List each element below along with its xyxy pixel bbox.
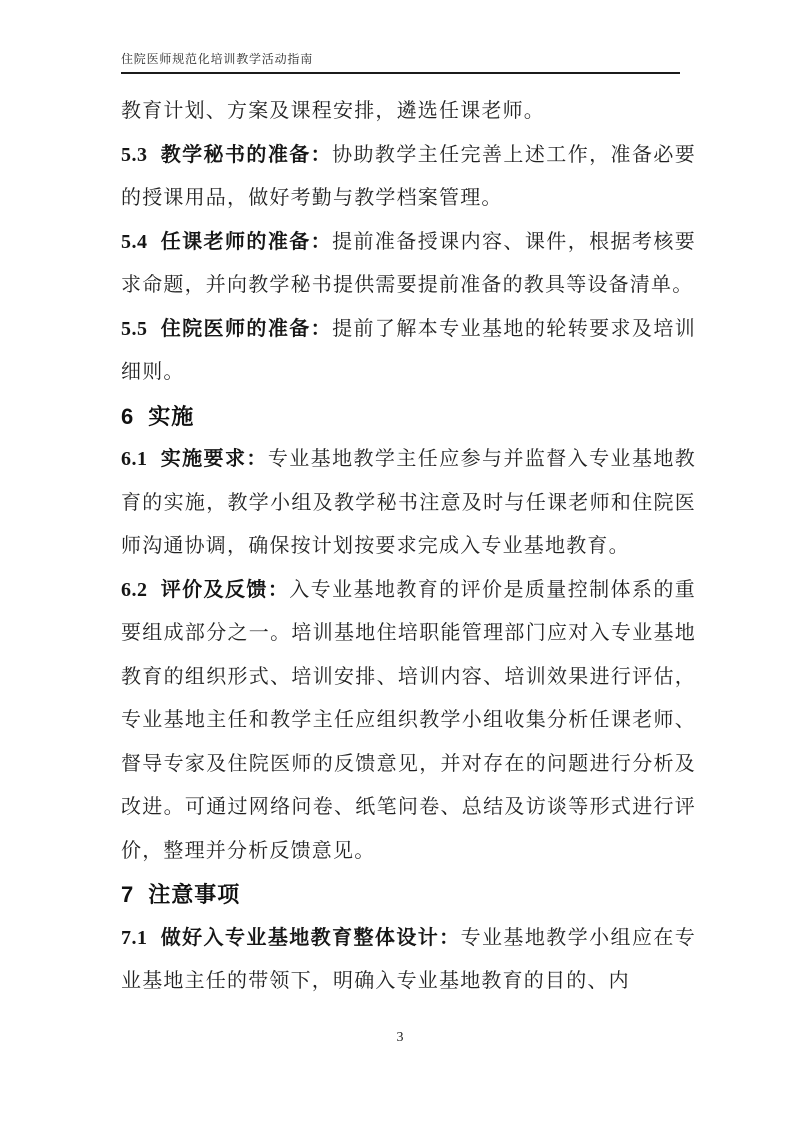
section-title: 注意事项 <box>148 882 241 907</box>
numbered-paragraph <box>121 134 696 221</box>
continuation-paragraph <box>121 90 696 134</box>
section-number: 7 <box>121 882 135 907</box>
paragraph-text: 协助教学主任完善上述工作，准备必要的授课用品，做好考勤与教学档案管理。 <box>121 143 696 209</box>
numbered-paragraph <box>121 308 696 395</box>
paragraph-title: 做好入专业基地教育整体设计： <box>160 926 461 949</box>
numbered-paragraph <box>121 221 696 308</box>
running-header <box>121 52 680 74</box>
paragraph-lead <box>121 231 332 253</box>
running-header-title: 住院医师规范化培训教学活动指南 <box>121 52 314 66</box>
paragraph-lead <box>121 318 332 340</box>
paragraph-text: 入专业基地教育的评价是质量控制体系的重要组成部分之一。培训基地住培职能管理部门应对入专业基地教育的组织形式、培训安排、培训内容、培训效果进行评估，专业基地主任和教学主任应组织教学小组收集分析任课老师、督导专家及住院医师的反馈意见，并对存在的问题进行分析及改进。可通过网络问卷、纸笔问卷、总结及访谈等形式进行评价，整理并分析反馈意见。 <box>121 578 696 862</box>
paragraph-title: 任课老师的准备： <box>160 230 333 253</box>
page-footer <box>0 1028 800 1048</box>
paragraph-text: 专业基地教学小组应在专业基地主任的带领下，明确入专业基地教育的目的、内 <box>121 926 696 992</box>
paragraph-text: 专业基地教学主任应参与并监督入专业基地教育的实施，教学小组及教学秘书注意及时与任课老师和住院医师沟通协调，确保按计划按要求完成入专业基地教育。 <box>121 448 697 557</box>
paragraph-number: 7.1 <box>121 926 148 949</box>
document-body <box>121 90 696 1004</box>
numbered-paragraph <box>121 438 696 569</box>
paragraph-lead <box>121 579 289 601</box>
numbered-paragraph <box>121 569 696 874</box>
paragraph-number: 5.5 <box>121 317 148 340</box>
paragraph-title: 评价及反馈： <box>160 578 290 601</box>
paragraph-text: 教育计划、方案及课程安排，遴选任课老师。 <box>121 100 545 122</box>
paragraph-lead <box>121 448 268 470</box>
paragraph-number: 5.4 <box>121 230 148 253</box>
paragraph-title: 教学秘书的准备： <box>160 143 333 166</box>
paragraph-title: 住院医师的准备： <box>160 317 333 340</box>
section-number: 6 <box>121 403 135 429</box>
section-heading <box>121 873 696 917</box>
section-title: 实施 <box>148 403 195 429</box>
paragraph-lead <box>121 927 461 949</box>
paragraph-text: 提前准备授课内容、课件，根据考核要求命题，并向教学秘书提供需要提前准备的教具等设备清单。 <box>121 230 696 296</box>
numbered-paragraph <box>121 917 696 1004</box>
paragraph-number: 6.2 <box>121 578 148 601</box>
paragraph-lead <box>121 144 332 166</box>
paragraph-number: 5.3 <box>121 143 148 166</box>
paragraph-text: 提前了解本专业基地的轮转要求及培训细则。 <box>121 317 696 383</box>
section-heading <box>121 395 696 439</box>
paragraph-number: 6.1 <box>121 448 148 470</box>
paragraph-title: 实施要求： <box>160 448 268 470</box>
page-number: 3 <box>396 1030 404 1045</box>
